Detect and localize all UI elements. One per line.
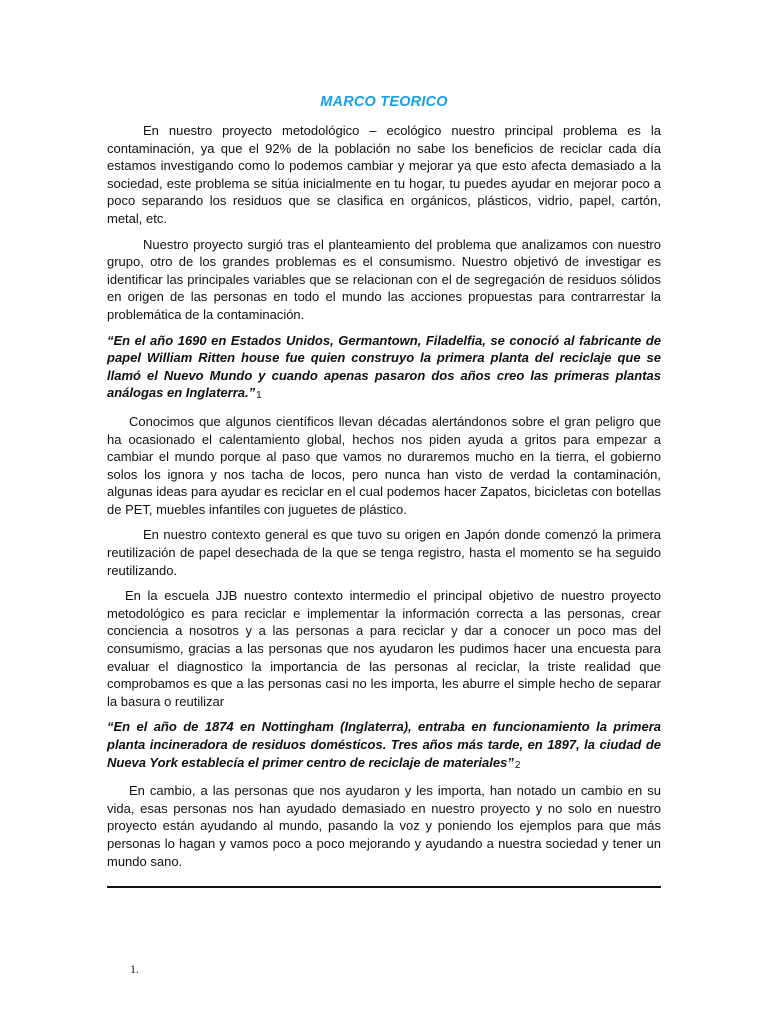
quote-1874 xyxy=(107,718,661,774)
quote-text: “En el año 1690 en Estados Unidos, Germantown, Filadelfia, se conoció al fabricante de papel William Ritten house fue quien construyo la primera planta del reciclaje que se llamó el Nuevo Mundo y cuando apenas pasaron dos años creo las primeras plantas análogas en Inglaterra.” xyxy=(107,332,661,401)
paragraph-general-context: En nuestro contexto general es que tuvo su origen en Japón donde comenzó la primera reutilización de papel desechada de la que se tenga registro, hasta el momento se ha seguido reutilizando. xyxy=(107,527,661,578)
paragraph-conclusion: En cambio, a las personas que nos ayudaron y les importa, han notado un cambio en su vida, esas personas nos han ayudado demasiado en nuestro proyecto y no solo en nuestro proyecto están ayudando al mundo, pasando la voz y poniendo los ejemplos para que más personas lo hagan y vamos poco a poco mejorando y ayudando a nuestra sociedad y tener un mundo sano. xyxy=(107,783,661,869)
document-body xyxy=(107,94,661,878)
quote-text: “En el año de 1874 en Nottingham (Inglaterra), entraba en funcionamiento la primera planta incineradora de residuos domésticos. Tres años más tarde, en 1897, la ciudad de Nueva York establecía el primer centro de reciclaje de materiales” xyxy=(107,719,661,770)
footnote-number: 1. xyxy=(130,962,139,976)
page-title: MARCO TEORICO xyxy=(320,94,448,110)
quote-1690 xyxy=(107,332,661,405)
footnote-ref: 1 xyxy=(256,390,262,402)
paragraph-project-origin: Nuestro proyecto surgió tras el planteamiento del problema que analizamos con nuestro grupo, otro de los grandes problemas es el consumismo. Nuestro objetivó de investigar es identificar las principales variables que se relacionan con el de segregación de residuos sólidos en origen de las personas en todo el mundo las acciones propuestas para contrarrestar la problemática de la contaminación. xyxy=(107,236,661,322)
paragraph-school-context: En la escuela JJB nuestro contexto intermedio el principal objetivo de nuestro proyecto metodológico es para reciclar e implementar la información correcta a las personas, crear conciencia a nosotros y a las personas a para reciclar y dar a conocer un poco mas del consumismo, gracias a las personas que nos ayudaron les pudimos hacer una encuesta para evaluar el diagnostico la importancia de las personas al reciclar, la triste realidad que comprobamos es que a las personas casi no les importa, les aburre el simple hecho de separar la basura o reutilizar xyxy=(107,588,661,709)
paragraph-intro: En nuestro proyecto metodológico – ecológico nuestro principal problema es la contaminación, ya que el 92% de la población no sabe los beneficios de reciclar cada día estamos investigando como lo podemos cambiar y mejorar ya que esto afecta demasiado a la sociedad, este problema se sitúa inicialmente en tu hogar, tu puedes ayudar en mejorar poco a poco separando los residuos que se clasifica en orgánicos, plásticos, vidrio, papel, cartón, metal, etc. xyxy=(107,123,661,226)
footnote-divider xyxy=(107,886,661,888)
paragraph-global-warming: Conocimos que algunos científicos llevan décadas alertándonos sobre el gran peligro que ha ocasionado el calentamiento global, hechos nos piden ayuda a gritos para empezar a cambiar el mundo porque al paso que vamos no duraremos mucho en la tierra, el gobierno solos los ignora y nos tacha de locos, pero nunca han visto de verdad la contaminación, algunas ideas para ayudar es reciclar en el cual podemos hacer Zapatos, bicicletas con botellas de PET, muebles infantiles con juguetes de plástico. xyxy=(107,413,661,517)
footnote-ref: 2 xyxy=(514,759,521,771)
